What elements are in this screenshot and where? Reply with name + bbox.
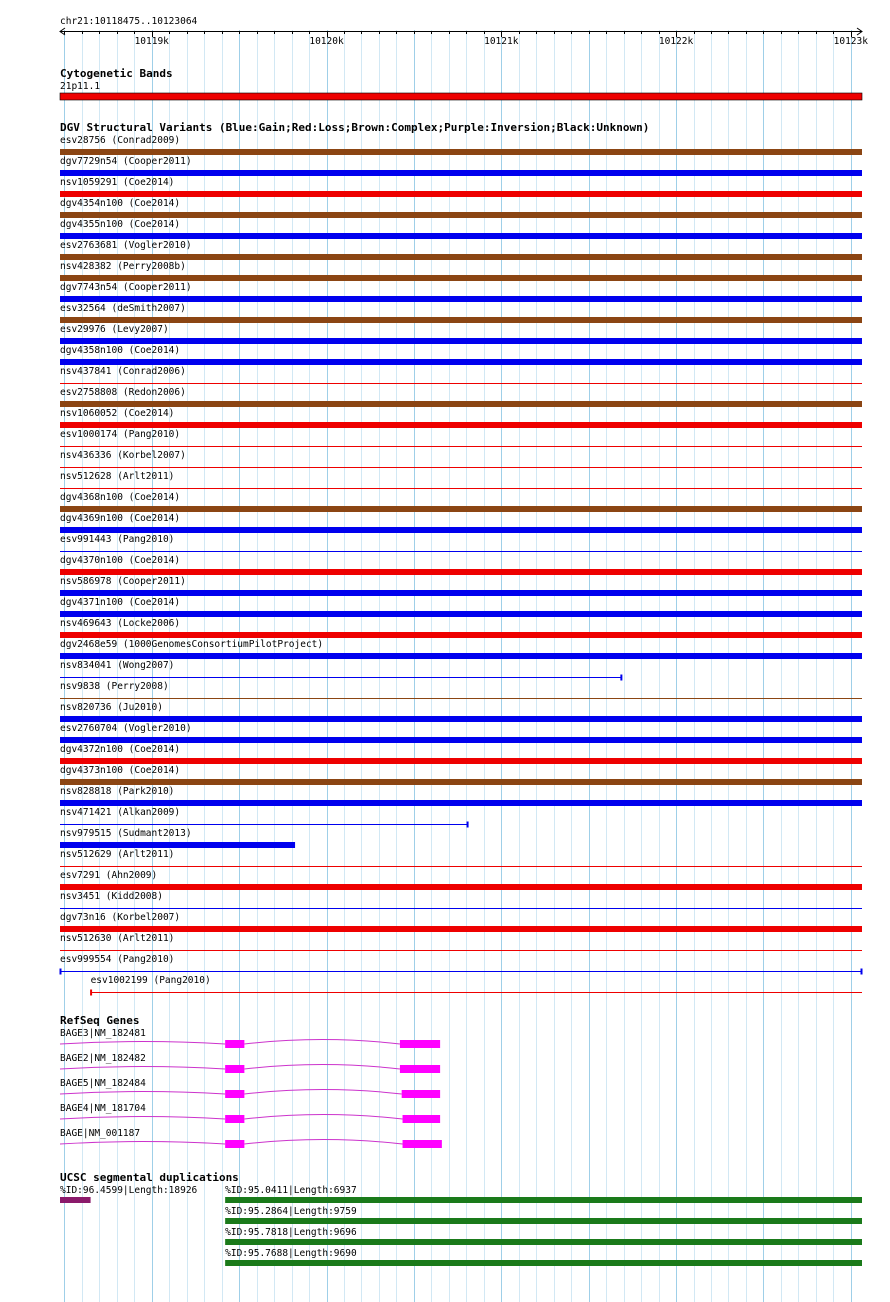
sv-bar [60, 527, 862, 533]
segdup-bar [60, 1197, 91, 1203]
cytoband-bar [60, 93, 862, 100]
segdup-label: %ID:95.7688|Length:9690 [225, 1248, 357, 1259]
sv-label: nsv469643 (Locke2006) [60, 618, 181, 629]
dgv-track[interactable] [60, 121, 862, 996]
ruler-tick-label: 10122k [658, 36, 694, 47]
sv-bar [60, 191, 862, 197]
sv-label: nsv1060052 (Coe2014) [60, 408, 175, 419]
gene-exon [225, 1065, 244, 1073]
sv-label: nsv471421 (Alkan2009) [60, 807, 181, 818]
grid-lines [65, 30, 852, 1302]
segdup-bar [225, 1218, 862, 1224]
ruler-tick-label: 10120k [309, 36, 344, 47]
segdup-label: %ID:95.2864|Length:9759 [225, 1206, 357, 1217]
sv-bar [60, 296, 862, 302]
sv-bar [60, 842, 295, 848]
sv-label: esv2763681 (Vogler2010) [60, 240, 192, 251]
gene-label: BAGE2|NM_182482 [60, 1053, 146, 1064]
sv-label: dgv4371n100 (Coe2014) [60, 597, 181, 608]
sv-bar [60, 359, 862, 365]
refseq-track-title: RefSeq Genes [60, 1014, 140, 1027]
sv-label: nsv512629 (Arlt2011) [60, 849, 175, 860]
cytoband-track[interactable] [60, 67, 862, 100]
sv-bar [60, 611, 862, 617]
sv-label: esv2760704 (Vogler2010) [60, 723, 192, 734]
sv-label: esv32564 (deSmith2007) [60, 303, 186, 314]
gene-label: BAGE5|NM_182484 [60, 1078, 146, 1089]
sv-bar [60, 401, 862, 407]
gene-exon [403, 1115, 441, 1123]
sv-bar [60, 884, 862, 890]
sv-label: esv1000174 (Pang2010) [60, 429, 181, 440]
sv-bar [60, 254, 862, 260]
sv-label: esv7291 (Ahn2009) [60, 870, 158, 881]
segdup-bar [225, 1239, 862, 1245]
refseq-track[interactable] [60, 1014, 442, 1148]
sv-bar [60, 590, 862, 596]
gene-exon [225, 1040, 244, 1048]
sv-label: nsv437841 (Conrad2006) [60, 366, 186, 377]
gene-exon [403, 1140, 442, 1148]
sv-bar [60, 212, 862, 218]
sv-label: dgv4354n100 (Coe2014) [60, 198, 181, 209]
segdup-bar [225, 1260, 862, 1266]
sv-label: dgv4358n100 (Coe2014) [60, 345, 181, 356]
sv-label: dgv4372n100 (Coe2014) [60, 744, 181, 755]
sv-label: esv28756 (Conrad2009) [60, 135, 181, 146]
sv-label: dgv4369n100 (Coe2014) [60, 513, 181, 524]
sv-bar [60, 779, 862, 785]
sv-bar [60, 737, 862, 743]
segdup-label: %ID:96.4599|Length:18926 [60, 1185, 198, 1196]
sv-label: dgv2468e59 (1000GenomesConsortiumPilotProject) [60, 639, 324, 650]
sv-bar [60, 632, 862, 638]
sv-label: nsv436336 (Korbel2007) [60, 450, 186, 461]
sv-label: nsv820736 (Ju2010) [60, 702, 163, 713]
sv-label: dgv7743n54 (Cooper2011) [60, 282, 192, 293]
sv-bar [60, 317, 862, 323]
sv-label: dgv4355n100 (Coe2014) [60, 219, 181, 230]
sv-bar [60, 926, 862, 932]
gene-label: BAGE3|NM_182481 [60, 1028, 146, 1039]
gene-exon [225, 1115, 244, 1123]
sv-label: nsv1059291 (Coe2014) [60, 177, 175, 188]
sv-label: nsv428382 (Perry2008b) [60, 261, 186, 272]
sv-label: esv1002199 (Pang2010) [90, 975, 211, 986]
sv-bar [60, 149, 862, 155]
sv-bar [60, 758, 862, 764]
sv-bar [60, 653, 862, 659]
sv-label: nsv3451 (Kidd2008) [60, 891, 163, 902]
coordinate-ruler [60, 16, 868, 47]
sv-label: esv29976 (Levy2007) [60, 324, 169, 335]
sv-label: nsv828818 (Park2010) [60, 786, 175, 797]
dgv-track-title: DGV Structural Variants (Blue:Gain;Red:Loss;Brown:Complex;Purple:Inversion;Black:Unknown) [60, 121, 650, 134]
sv-bar [60, 716, 862, 722]
gene-label: BAGE|NM_001187 [60, 1128, 141, 1139]
sv-label: nsv512630 (Arlt2011) [60, 933, 175, 944]
sv-label: esv2758808 (Redon2006) [60, 387, 186, 398]
sv-bar [60, 800, 862, 806]
sv-label: esv999554 (Pang2010) [60, 954, 175, 965]
sv-label: dgv73n16 (Korbel2007) [60, 912, 181, 923]
segdup-track-title: UCSC segmental duplications [60, 1171, 239, 1184]
ruler-tick-label: 10123k [833, 36, 868, 47]
cytoband-label: 21p11.1 [60, 81, 101, 92]
gene-exon [225, 1140, 244, 1148]
gene-label: BAGE4|NM_181704 [60, 1103, 146, 1114]
sv-bar [60, 422, 862, 428]
sv-label: nsv9838 (Perry2008) [60, 681, 169, 692]
cytoband-track-title: Cytogenetic Bands [60, 67, 173, 80]
segdup-label: %ID:95.7818|Length:9696 [225, 1227, 357, 1238]
segdup-label: %ID:95.0411|Length:6937 [225, 1185, 357, 1196]
sv-label: dgv4373n100 (Coe2014) [60, 765, 181, 776]
segdup-bar [225, 1197, 862, 1203]
sv-label: dgv4368n100 (Coe2014) [60, 492, 181, 503]
sv-bar [60, 233, 862, 239]
gene-exon [225, 1090, 244, 1098]
segdup-track[interactable] [60, 1171, 862, 1266]
sv-label: esv991443 (Pang2010) [60, 534, 175, 545]
region-label: chr21:10118475..10123064 [60, 16, 198, 27]
ruler-tick-label: 10121k [484, 36, 519, 47]
sv-label: nsv512628 (Arlt2011) [60, 471, 175, 482]
gene-exon [402, 1090, 440, 1098]
gene-exon [400, 1040, 440, 1048]
ruler-tick-label: 10119k [134, 36, 169, 47]
sv-label: nsv586978 (Cooper2011) [60, 576, 186, 587]
sv-bar [60, 170, 862, 176]
sv-label: dgv4370n100 (Coe2014) [60, 555, 181, 566]
sv-label: dgv7729n54 (Cooper2011) [60, 156, 192, 167]
gene-exon [400, 1065, 440, 1073]
sv-bar [60, 275, 862, 281]
sv-bar [60, 338, 862, 344]
sv-bar [60, 569, 862, 575]
sv-label: nsv834041 (Wong2007) [60, 660, 175, 671]
sv-bar [60, 506, 862, 512]
sv-label: nsv979515 (Sudmant2013) [60, 828, 192, 839]
